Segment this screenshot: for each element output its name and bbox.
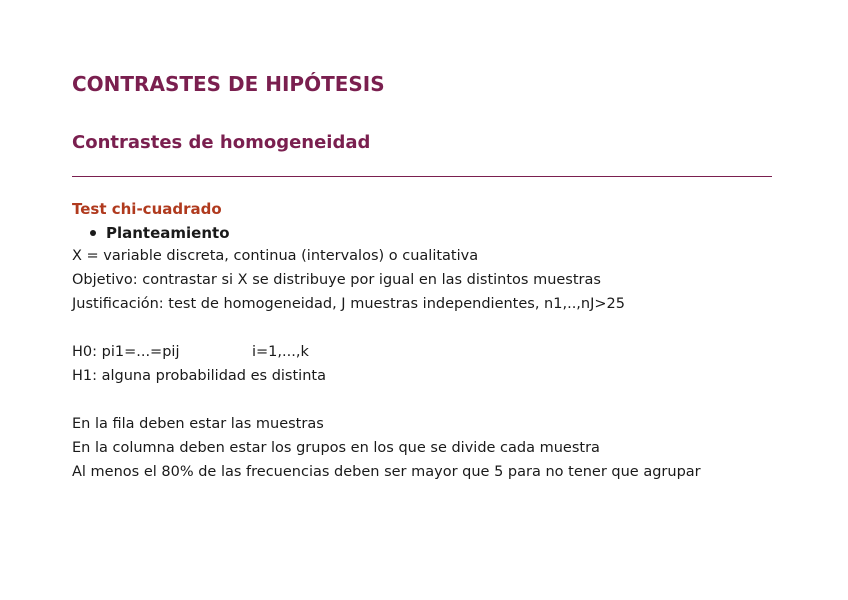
text-line-objetivo: Objetivo: contrastar si X se distribuye por igual en las distintos muestras: [72, 272, 601, 288]
h0-index-range: i=1,...,k: [252, 344, 309, 360]
bullet-item-planteamiento: [90, 224, 230, 242]
text-line-justificacion: Justificación: test de homogeneidad, J muestras independientes, n1,..,nJ>25: [72, 296, 625, 312]
text-line-frecuencias: Al menos el 80% de las frecuencias deben ser mayor que 5 para no tener que agrupar: [72, 464, 701, 480]
text-line-fila: En la fila deben estar las muestras: [72, 416, 324, 432]
text-line-variable: X = variable discreta, continua (intervalos) o cualitativa: [72, 248, 479, 264]
bullet-icon: [90, 230, 96, 236]
text-line-h1: H1: alguna probabilidad es distinta: [72, 368, 326, 384]
h0-hypothesis: H0: pi1=...=pij: [72, 344, 180, 360]
test-title: Test chi-cuadrado: [72, 200, 222, 218]
page-title: CONTRASTES DE HIPÓTESIS: [72, 72, 385, 96]
bullet-label: Planteamiento: [106, 224, 230, 242]
text-line-columna: En la columna deben estar los grupos en los que se divide cada muestra: [72, 440, 600, 456]
text-line-h0: [72, 344, 309, 360]
section-divider: [72, 176, 772, 177]
section-title: Contrastes de homogeneidad: [72, 132, 371, 153]
